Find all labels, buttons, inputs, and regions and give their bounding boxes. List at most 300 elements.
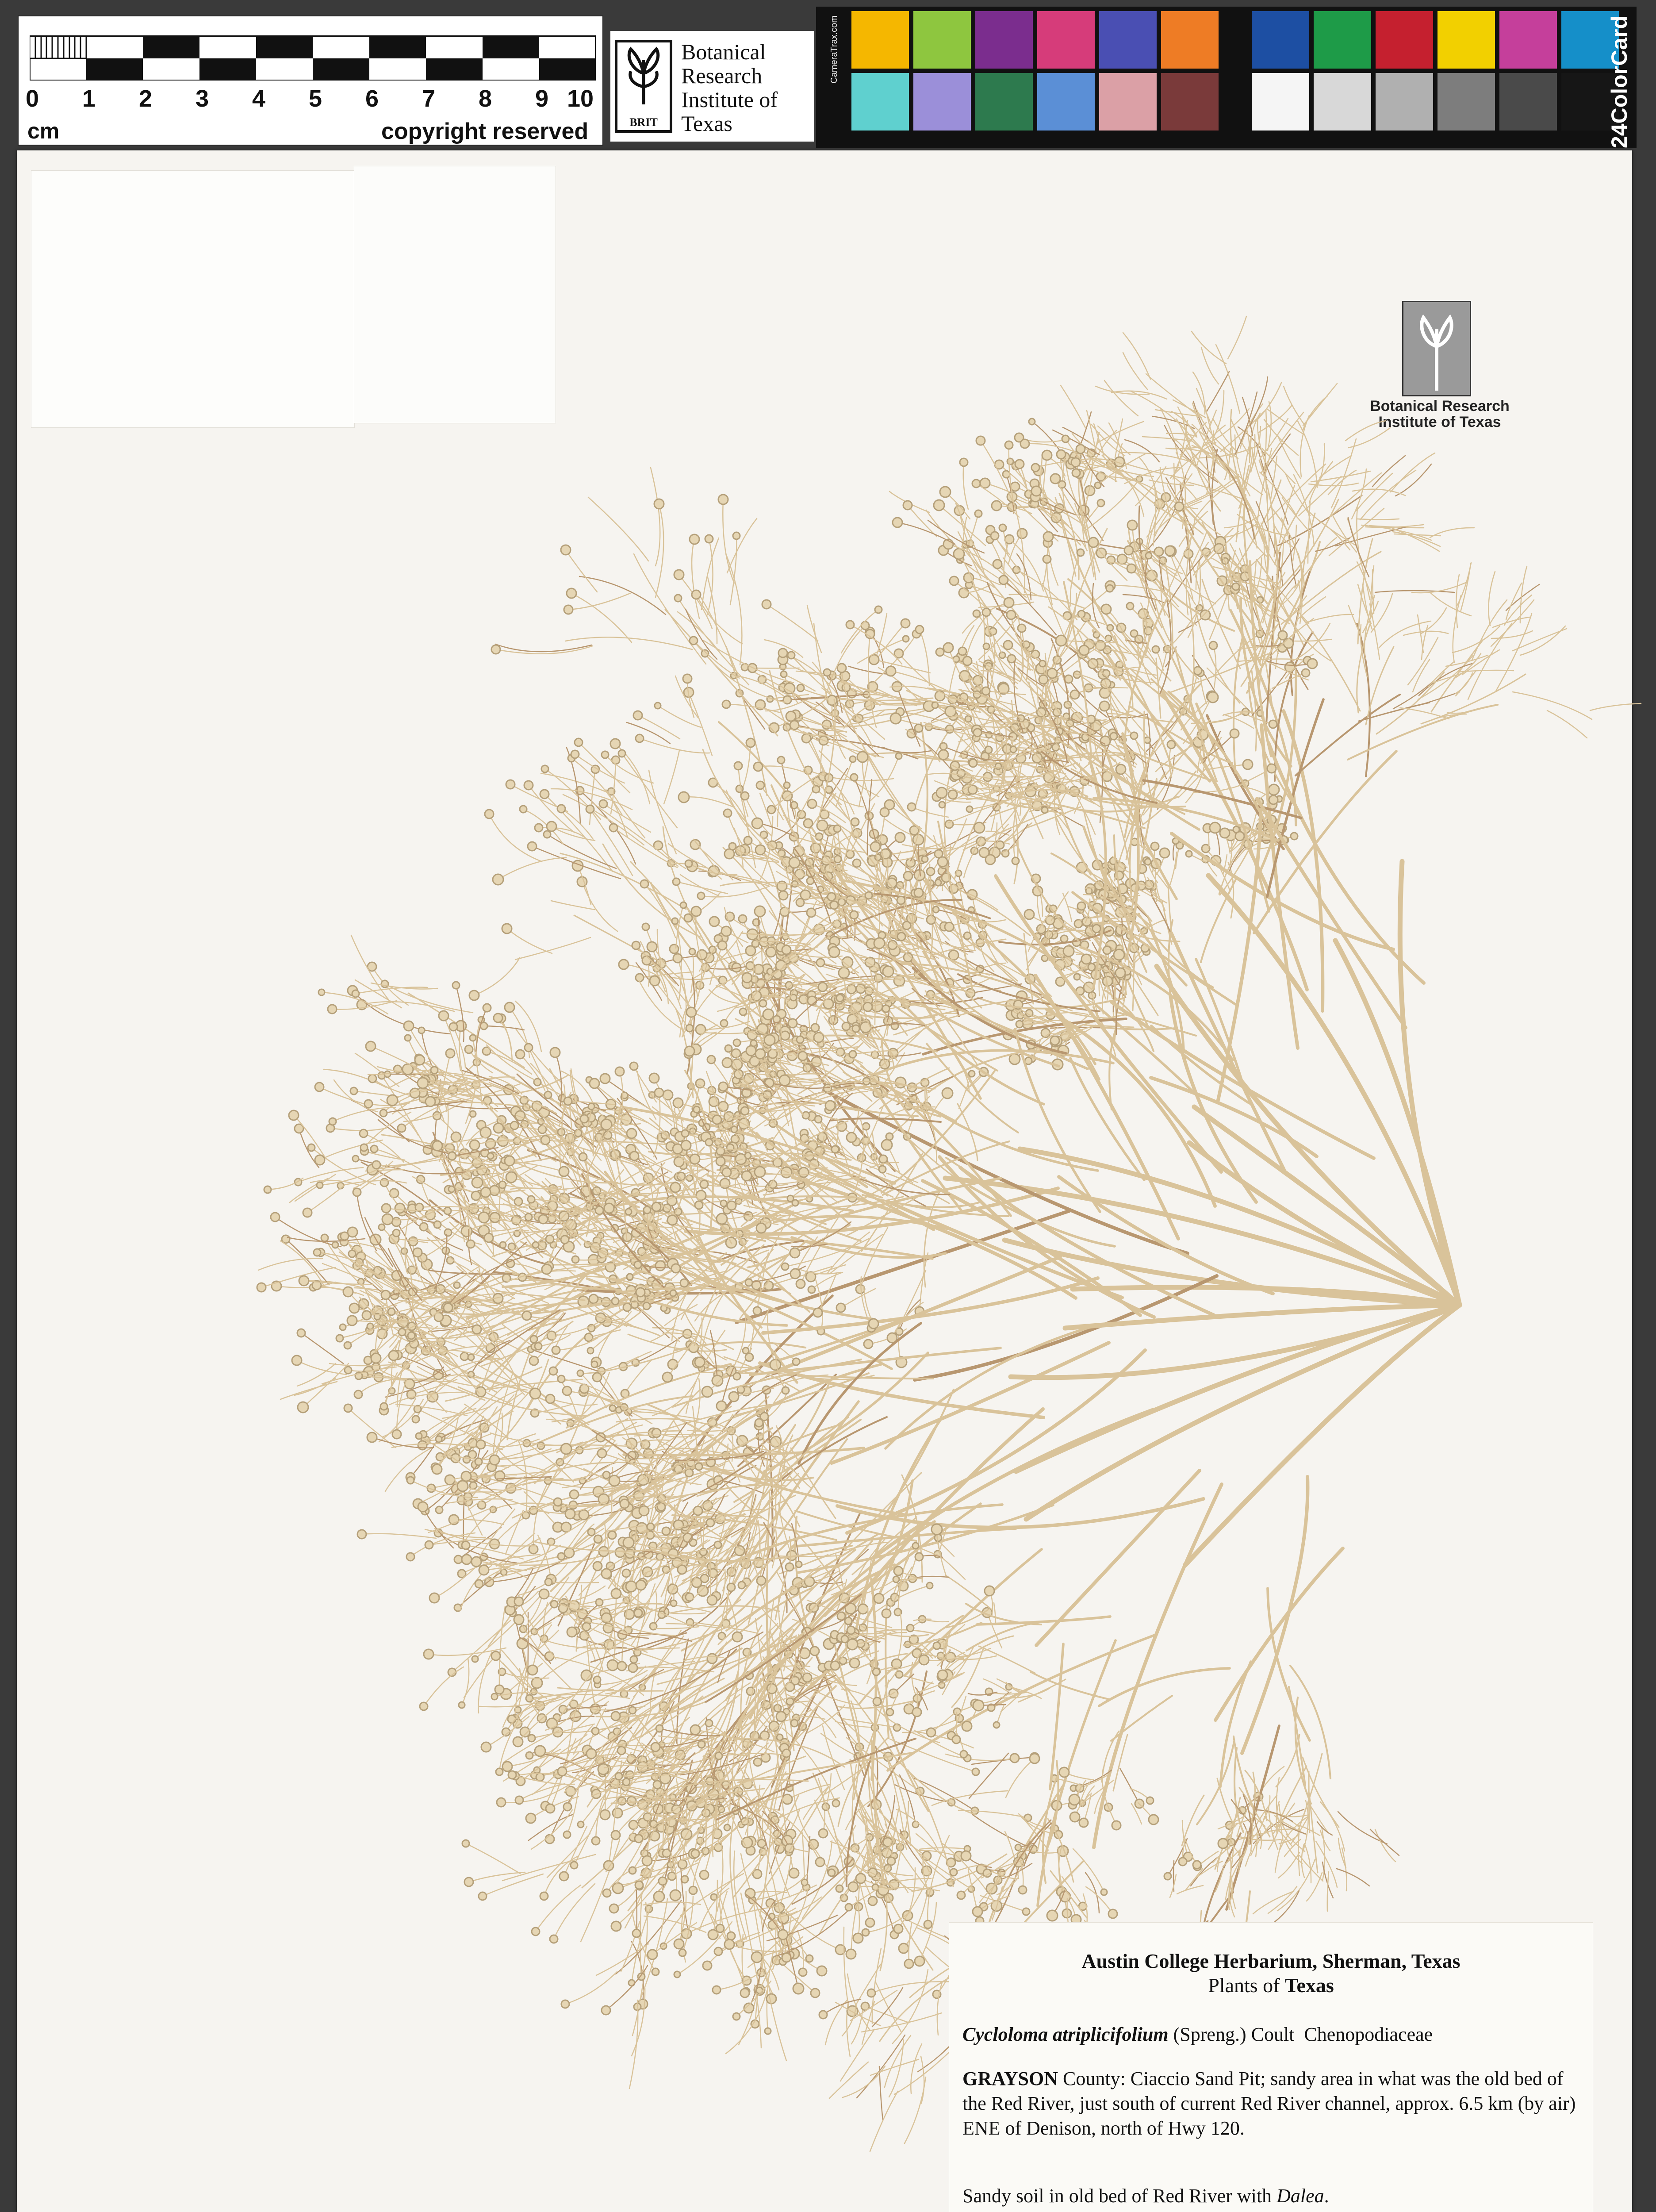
flower-head — [401, 1248, 407, 1254]
flower-head — [1278, 631, 1287, 640]
flower-head — [487, 1153, 494, 1159]
plant-branch — [469, 1872, 525, 1882]
plant-branch — [707, 539, 713, 615]
flower-head — [495, 1685, 504, 1694]
flower-head — [368, 1075, 376, 1083]
flower-head — [579, 1510, 589, 1520]
flower-head — [685, 1469, 693, 1477]
flower-head — [934, 500, 944, 511]
flower-head — [964, 932, 971, 939]
flower-head — [790, 721, 799, 730]
colorcard-label: 24ColorCard — [1607, 15, 1632, 149]
flower-head — [390, 1189, 399, 1198]
flower-head — [1114, 949, 1124, 960]
flower-head — [1004, 641, 1012, 649]
flower-head — [654, 499, 664, 509]
flower-head — [1302, 669, 1310, 677]
flower-head — [545, 1578, 552, 1586]
flower-head — [359, 1299, 368, 1309]
flower-head — [844, 1857, 854, 1866]
plant-branch — [1590, 703, 1641, 710]
plant-branch — [294, 1115, 326, 1158]
flower-head — [886, 666, 896, 676]
plant-branch — [1460, 564, 1471, 612]
flower-head — [298, 1402, 308, 1413]
flower-head — [1106, 585, 1113, 592]
plant-branch — [1357, 519, 1399, 520]
flower-head — [1269, 784, 1279, 795]
flower-head — [451, 1132, 461, 1142]
flower-head — [505, 1002, 514, 1012]
flower-head — [593, 1562, 602, 1571]
flower-head — [561, 1444, 571, 1454]
flower-head — [404, 1021, 414, 1031]
flower-head — [1209, 641, 1217, 649]
flower-head — [966, 806, 973, 812]
flower-head — [1145, 859, 1151, 865]
flower-head — [303, 1208, 312, 1217]
flower-head — [257, 1283, 266, 1292]
flower-head — [547, 822, 556, 831]
plant-branch — [642, 1902, 647, 1977]
flower-head — [760, 1413, 768, 1421]
plant-branch — [424, 1667, 464, 1706]
flower-head — [367, 1323, 373, 1329]
flower-head — [585, 1333, 593, 1341]
plant-branch — [1242, 397, 1253, 436]
flower-head — [1024, 910, 1034, 919]
flower-head — [965, 716, 971, 722]
flower-head — [420, 1702, 428, 1710]
plant-branch — [859, 760, 868, 807]
flower-head — [413, 1248, 422, 1257]
plant-branch — [1110, 586, 1163, 591]
flower-head — [432, 1464, 442, 1474]
flower-head — [571, 1862, 578, 1869]
plant-branch — [603, 844, 700, 937]
flower-head — [718, 495, 728, 504]
plant-branch — [920, 630, 929, 686]
flower-head — [371, 1145, 378, 1152]
plant-branch — [1315, 538, 1349, 551]
flower-head — [1116, 764, 1126, 774]
ruler-number: 0 — [26, 85, 39, 112]
flower-head — [632, 1929, 640, 1937]
flower-head — [514, 1597, 523, 1606]
flower-head — [932, 702, 938, 708]
flower-head — [459, 1702, 465, 1708]
plant-branch — [727, 518, 757, 573]
copyright-text: copyright reserved — [381, 119, 589, 144]
flower-head — [623, 1303, 631, 1311]
stamp-line: Institute of Texas — [1378, 414, 1501, 430]
flower-head — [315, 1083, 324, 1091]
flower-head — [806, 1955, 813, 1962]
flower-head — [626, 1581, 636, 1592]
flower-head — [572, 1256, 579, 1263]
flower-head — [751, 1952, 762, 1962]
flower-head — [652, 1429, 661, 1437]
flower-head — [960, 458, 968, 466]
plant-branch — [551, 901, 594, 910]
plant-branch — [1200, 673, 1207, 704]
flower-head — [674, 570, 684, 580]
flower-head — [766, 947, 776, 957]
plant-branch — [568, 593, 630, 610]
flower-head — [1127, 603, 1134, 610]
flower-head — [544, 1091, 552, 1098]
flower-head — [696, 1079, 705, 1088]
flower-head — [784, 782, 790, 788]
plant-branch — [928, 1836, 949, 1924]
flower-head — [945, 706, 956, 717]
plant-branch — [897, 1612, 902, 1664]
plant-branch — [664, 750, 679, 804]
flower-head — [600, 1810, 610, 1820]
flower-head — [500, 1242, 506, 1248]
flower-head — [564, 1548, 574, 1558]
flower-head — [502, 924, 512, 933]
plant-branch — [752, 1874, 807, 1900]
ruler-unit: cm — [27, 119, 60, 143]
flower-head — [959, 588, 969, 598]
flower-head — [724, 1939, 734, 1949]
flower-head — [561, 2000, 569, 2008]
flower-head — [343, 1287, 353, 1297]
flower-head — [713, 1986, 721, 1994]
plant-branch — [582, 882, 617, 931]
flower-head — [1131, 630, 1138, 637]
plant-branch — [507, 929, 552, 953]
flower-head — [541, 765, 548, 772]
flower-head — [613, 1883, 623, 1893]
plant-branch — [775, 1555, 843, 1556]
flower-head — [692, 590, 701, 599]
plant-branch — [462, 1658, 469, 1705]
flower-head — [321, 1234, 328, 1241]
flower-head — [603, 1889, 611, 1897]
flower-head — [1029, 419, 1035, 425]
flower-head — [1030, 1754, 1039, 1763]
flower-head — [627, 1274, 633, 1280]
flower-head — [526, 1813, 536, 1823]
flower-head — [1031, 650, 1039, 658]
flower-head — [528, 842, 537, 851]
flower-head — [618, 750, 625, 757]
flower-head — [880, 808, 889, 817]
flower-head — [799, 1968, 807, 1976]
plant-branch — [802, 1833, 805, 1882]
flower-head — [549, 1367, 557, 1375]
flower-head — [729, 1392, 739, 1402]
flower-head — [896, 753, 902, 759]
flower-head — [992, 501, 1001, 511]
plant-branch — [554, 1884, 595, 1939]
flower-head — [554, 1498, 562, 1506]
plant-branch — [261, 1267, 335, 1287]
flower-head — [936, 648, 944, 656]
flower-head — [594, 1535, 602, 1543]
flower-head — [398, 1124, 406, 1132]
flower-head — [353, 1156, 359, 1162]
flower-head — [675, 595, 682, 602]
plant-branch — [702, 538, 719, 610]
plant-branch — [692, 539, 699, 618]
flower-head — [634, 1609, 642, 1617]
plant-branch — [678, 1835, 720, 1939]
flower-head — [851, 818, 859, 826]
plant-branch — [474, 958, 520, 995]
flower-head — [360, 1129, 368, 1137]
flower-head — [762, 600, 771, 609]
flower-head — [381, 1290, 390, 1299]
plant-branch — [1194, 480, 1239, 520]
plant-branch — [1146, 374, 1202, 418]
flower-head — [832, 1800, 840, 1807]
flower-head — [472, 1191, 480, 1200]
flower-head — [874, 1594, 884, 1603]
plant-branch — [550, 1399, 597, 1405]
plant-branch — [629, 2000, 638, 2089]
flower-head — [454, 1555, 462, 1563]
flower-head — [850, 756, 856, 762]
flower-head — [510, 1121, 518, 1129]
flower-head — [1007, 458, 1013, 465]
plant-branch — [796, 1717, 825, 1719]
flower-head — [746, 738, 755, 747]
flower-head — [1050, 1036, 1059, 1045]
flower-head — [292, 1356, 302, 1365]
plant-branch — [502, 1855, 595, 1881]
flower-head — [472, 1557, 481, 1567]
flower-head — [1005, 441, 1013, 449]
flower-head — [954, 549, 964, 559]
flower-head — [1186, 851, 1192, 857]
brit-logo-line: Institute of — [681, 87, 778, 112]
flower-head — [571, 750, 579, 758]
flower-head — [563, 1386, 571, 1395]
plant-branch — [924, 1191, 940, 1287]
flower-head — [475, 1458, 482, 1465]
flower-head — [448, 1186, 455, 1192]
flower-head — [289, 1110, 299, 1120]
plant-branch — [736, 1981, 771, 2016]
flower-head — [824, 669, 831, 676]
plant-branch — [1286, 474, 1310, 515]
flower-head — [684, 914, 692, 922]
ruler-number: 1 — [82, 85, 96, 112]
flower-head — [714, 1947, 722, 1955]
flower-head — [964, 573, 974, 583]
plant-branch — [823, 1726, 844, 1790]
flower-head — [486, 1139, 495, 1148]
flower-head — [395, 1203, 405, 1213]
flower-head — [683, 674, 692, 683]
flower-head — [485, 810, 494, 818]
flower-head — [380, 1110, 387, 1117]
flower-head — [916, 626, 924, 634]
flower-head — [804, 819, 813, 828]
flower-head — [350, 1087, 357, 1094]
flower-head — [1210, 822, 1220, 833]
plant-branch — [684, 797, 733, 807]
flower-head — [673, 878, 680, 885]
plant-branch — [498, 857, 566, 879]
flower-head — [752, 818, 763, 829]
flower-head — [1151, 842, 1159, 850]
flower-head — [570, 1490, 579, 1499]
flower-head — [976, 436, 985, 445]
flower-head — [610, 1904, 618, 1913]
plant-branch — [1258, 405, 1292, 433]
flower-head — [633, 711, 642, 720]
flower-head — [318, 989, 325, 995]
flower-head — [405, 1035, 411, 1041]
plant-branch — [1429, 662, 1454, 687]
flower-head — [610, 739, 620, 749]
plant-branch — [571, 593, 632, 642]
flower-head — [558, 1553, 565, 1560]
flower-head — [602, 751, 609, 758]
flower-head — [517, 1638, 528, 1649]
plant-branch — [1095, 1027, 1176, 1029]
flower-head — [834, 825, 841, 832]
plant-branch — [627, 722, 670, 744]
plant-branch — [1418, 615, 1423, 653]
flower-head — [847, 1133, 856, 1142]
flower-head — [380, 1179, 388, 1187]
flower-head — [462, 1840, 469, 1847]
flower-head — [864, 1340, 873, 1348]
brit-logo-line: Research — [681, 63, 763, 88]
plant-branch — [809, 1840, 832, 1873]
flower-head — [1092, 925, 1100, 933]
ruler-number: 5 — [309, 85, 322, 112]
flower-head — [1243, 760, 1253, 769]
flower-head — [354, 1390, 362, 1398]
plant-branch — [1317, 444, 1324, 486]
plant-branch — [1189, 1143, 1460, 1305]
flower-head — [630, 1656, 637, 1663]
flower-head — [540, 1892, 548, 1900]
flower-head — [858, 1604, 868, 1614]
flower-head — [797, 684, 804, 691]
flower-head — [779, 891, 788, 900]
brit-abbr: BRIT — [629, 116, 658, 129]
flower-head — [1307, 659, 1317, 668]
flower-head — [460, 1352, 468, 1360]
plant-branch — [590, 809, 632, 876]
flower-head — [544, 831, 551, 838]
flower-head — [1010, 1754, 1019, 1763]
flower-head — [479, 1892, 487, 1900]
flower-head — [567, 1627, 577, 1637]
plant-branch — [1231, 419, 1250, 455]
plant-branch — [1275, 632, 1313, 781]
plant-branch — [1096, 386, 1149, 394]
flower-head — [828, 1869, 835, 1876]
flower-head — [882, 1140, 892, 1150]
flower-head — [668, 1359, 678, 1369]
flower-head — [678, 792, 689, 803]
flower-head — [454, 1282, 460, 1288]
plant-branch — [434, 1568, 475, 1598]
flower-head — [724, 809, 732, 817]
colorcard-brand: CameraTrax.com — [829, 15, 839, 84]
flower-head — [470, 1140, 479, 1150]
flower-head — [565, 1509, 575, 1519]
flower-head — [352, 990, 359, 997]
flower-head — [853, 859, 861, 867]
flower-head — [698, 892, 705, 899]
flower-head — [745, 1279, 752, 1286]
flower-head — [778, 649, 787, 657]
flower-head — [345, 1367, 352, 1374]
flower-head — [927, 1582, 933, 1589]
flower-head — [853, 1933, 863, 1943]
flower-head — [612, 756, 620, 764]
plant-branch — [958, 1810, 1028, 1818]
ruler-number: 2 — [139, 85, 153, 112]
brit-logo-line: Texas — [681, 111, 732, 136]
plant-branch — [1151, 895, 1171, 934]
flower-head — [882, 1609, 891, 1618]
flower-head — [901, 619, 910, 628]
plant-branch — [1472, 600, 1507, 660]
plant-branch — [1357, 625, 1370, 713]
flower-head — [586, 805, 594, 813]
flower-head — [999, 524, 1006, 531]
flower-head — [602, 2006, 610, 2015]
flower-head — [1077, 902, 1085, 910]
flower-head — [1269, 795, 1278, 804]
flower-head — [412, 1416, 419, 1423]
flower-head — [846, 850, 854, 858]
flower-head — [782, 1263, 789, 1270]
plant-branch — [871, 756, 899, 800]
plant-branch — [1224, 714, 1254, 728]
plant-branch — [330, 1128, 386, 1131]
flower-head — [360, 1144, 368, 1151]
flower-head — [462, 1555, 472, 1564]
flower-head — [611, 1921, 621, 1931]
plant-branch — [494, 1501, 561, 1544]
plant-branch — [681, 1296, 832, 1471]
flower-head — [530, 1388, 540, 1399]
plant-branch — [1506, 583, 1522, 620]
flower-head — [754, 762, 763, 771]
flower-head — [452, 982, 460, 989]
flower-head — [371, 1353, 381, 1363]
flower-head — [349, 1303, 359, 1313]
plant-branch — [1352, 469, 1366, 519]
plant-branch — [651, 468, 660, 566]
flower-head — [915, 1956, 924, 1966]
flower-head — [416, 1433, 422, 1439]
flower-head — [644, 1206, 651, 1214]
plant-branch — [356, 987, 427, 994]
plant-branch — [319, 1087, 367, 1105]
flower-head — [271, 1213, 280, 1221]
flower-head — [1167, 741, 1175, 749]
flower-head — [1214, 544, 1224, 553]
plant-branch — [914, 1730, 967, 1758]
plant-branch — [1123, 333, 1150, 379]
flower-head — [789, 1868, 799, 1878]
plant-branch — [855, 1421, 940, 1638]
flower-head — [1235, 832, 1244, 841]
flower-head — [588, 1528, 595, 1536]
